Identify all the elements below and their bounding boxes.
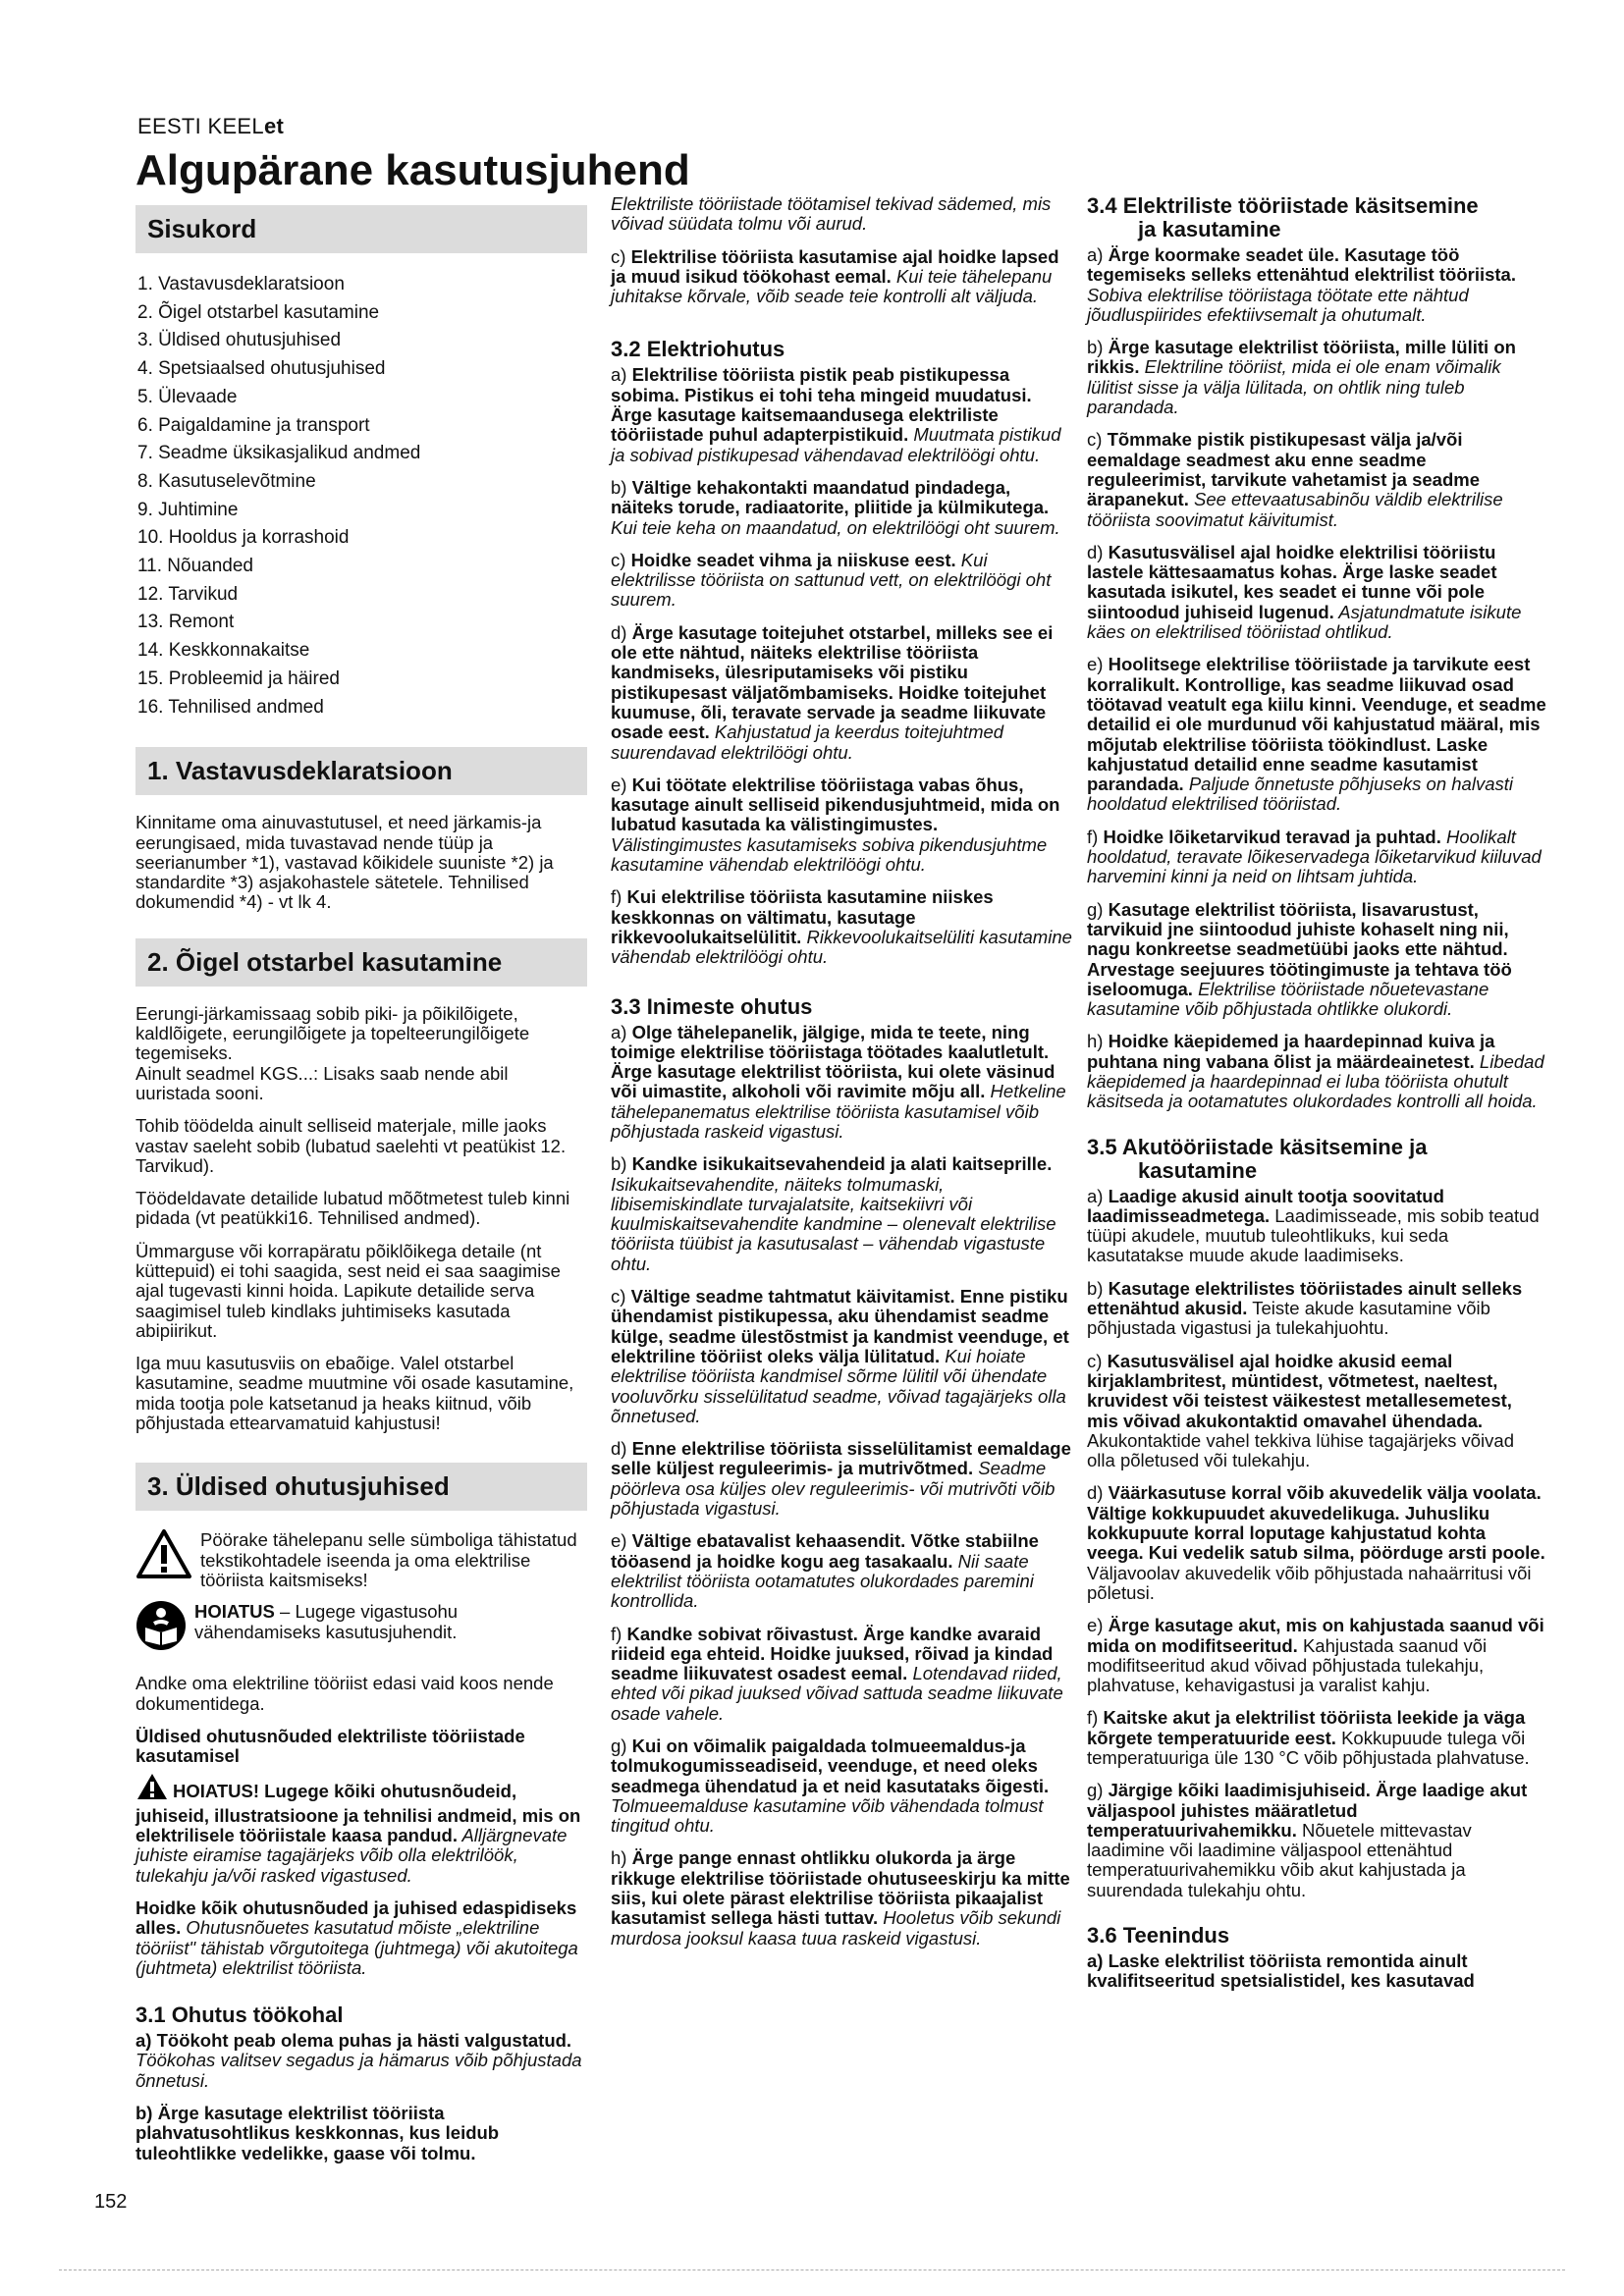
s32-item	[611, 478, 1072, 538]
s31-b-bold: b) Ärge kasutage elektrilist tööriista plahvatusohtlikus keskkonnas, kus leidub tuleohtlikke vedelikke, gaase või tolmu.	[135, 2103, 500, 2163]
section-2-text-2: Tohib töödelda ainult selliseid materjale, mille jaoks vastav saeleht sobib (lubatud saelehti vt peatükist 12. Tarvikud).	[135, 1115, 567, 1176]
item-bold: Kasutage elektrilist tööriista, lisavarustust, tarvikuid jne siintoodud juhiste kohaselt ning nii, nagu konkreetse seadmetüübi jaoks ette nähtud. Arvestage seejuures töötingimuste ja tehtava töö iseloomuga.	[1087, 898, 1512, 999]
item-bold: Hoidke seadet vihma ja niiskuse eest.	[630, 549, 956, 570]
item-prefix: h)	[611, 1847, 632, 1869]
s34-item	[1087, 338, 1546, 417]
item-bold: Kui on võimalik paigaldada tolmueemaldus-ja tolmukogumisseadiseid, veenduge, et need oleks seadmega ühendatud ja et neid kasutataks õigesti.	[611, 1735, 1050, 1796]
item-prefix: d)	[1087, 541, 1109, 562]
s31-c-prefix: c)	[611, 245, 631, 267]
section-1-heading: 1. Vastavusdeklaratsioon	[135, 747, 587, 795]
item-normal: Väljavoolav akuvedelik võib põhjustada nahaärritusi või põletusi.	[1087, 1562, 1532, 1603]
item-bold: Ärge kasutage akut, mis on kahjustada saanud või mida on modifitseeritud.	[1087, 1615, 1544, 1656]
item-prefix: b)	[1087, 337, 1109, 358]
s36-item-a	[1087, 1951, 1546, 1992]
item-bold: Ärge pange ennast ohtlikku olukorda ja ärge rikkuge elektrilise tööriistade ohutuseeskirju ka mitte siis, kui olete pärast elektrilise tööriista pikaajalist kasutamist sellega hästi tuttav.	[611, 1847, 1070, 1929]
s31-a-bold: a) Töökoht peab olema puhas ja hästi valgustatud.	[135, 2030, 572, 2052]
item-prefix: f)	[1087, 1707, 1104, 1729]
general-safety-heading-text: Üldised ohutusnõuded elektriliste tööriistade kasutamisel	[135, 1725, 525, 1767]
s34-item	[1087, 245, 1546, 325]
item-bold: Hoidke käepidemed ja haardepinnad kuiva ja puhtana ning vabana õlist ja määrdeainetest.	[1087, 1031, 1495, 1072]
item-italic: Rikkevoolukaitselüliti kasutamine vähendab elektrilöögi ohtu.	[611, 926, 1072, 968]
s35-item	[1087, 1781, 1546, 1900]
toc-heading: Sisukord	[135, 205, 587, 253]
s31-item-c	[611, 247, 1072, 307]
s31-item-b-cont	[611, 194, 1072, 235]
keep-instructions-italic: Ohutusnõuetes kasutatud mõiste „elektriline tööriist" tähistab võrgutoitega (juhtmega) või akutoitega (juhtmeta) elektrilist tööriista.	[135, 1917, 578, 1978]
toc-item: 15. Probleemid ja häired	[137, 667, 340, 689]
item-italic: Kui hoiate elektrilise tööriista kandmisel sõrme lülitil või ühendate vooluvõrku sisselülitatud seadme, võivad tagajärjeks olla õnnetused.	[611, 1345, 1066, 1426]
item-bold: Ärge koormake seadet üle. Kasutage töö tegemiseks selleks ettenähtud elektrilist tööriista.	[1087, 244, 1516, 286]
item-italic: Elektrilise tööriistade nõuetevastane kasutamine võib põhjustada ohtlikke olukordi.	[1087, 978, 1489, 1020]
item-bold: Hoidke lõiketarvikud teravad ja puhtad.	[1103, 826, 1441, 847]
s32-item	[611, 551, 1072, 611]
item-prefix: a)	[1087, 1185, 1109, 1206]
item-bold: Väärkasutuse korral võib akuvedelik välja voolata. Vältige kokkupuudet akuvedelikuga. Juhusliku kokkupuute korral loputage kahjustatud kohta veega. Kui vedelik satub silma, pöörduge arsti poole.	[1087, 1482, 1545, 1564]
item-italic: Lotendavad riided, ehted või pikad juuksed võivad sattuda seadme liikuvate osade vahele.	[611, 1663, 1063, 1724]
s33-item	[611, 1736, 1072, 1836]
section-3-6-heading: 3.6 Teenindus	[1087, 1923, 1230, 1949]
item-prefix: b)	[611, 476, 632, 498]
item-italic: Asjatundmatute isikute käes on elektrilised tööriistad ohtlikud.	[1087, 601, 1522, 643]
toc-item: 12. Tarvikud	[137, 583, 239, 605]
toc-item: 4. Spetsiaalsed ohutusjuhised	[137, 358, 386, 380]
hoiatus-text: – Lugege vigastusohu vähendamiseks kasutusjuhendit.	[194, 1601, 459, 1642]
item-italic: Hetkeline tähelepanematus elektrilise tööriista kasutamisel võib põhjustada raskeid vigastusi.	[611, 1081, 1066, 1142]
item-bold: Kasutusvälisel ajal hoidke elektrilisi tööriistu lastele kättesaamatus kohas. Ärge laske seadet kasutada isikutel, kes seadet ei tunne või pole siintoodud juhiseid lugenud.	[1087, 541, 1497, 622]
item-italic: Tolmueemalduse kasutamine võib vähendada tolmust tingitud ohtu.	[611, 1794, 1044, 1837]
item-italic: Nii saate elektrilist tööriista ootamatutes olukordades paremini kontrollida.	[611, 1550, 1034, 1612]
toc-item: 13. Remont	[137, 612, 235, 633]
s32-item	[611, 365, 1072, 464]
item-prefix: g)	[1087, 1780, 1109, 1801]
toc-item: 2. Õigel otstarbel kasutamine	[137, 301, 380, 323]
s31-c-bold: Elektrilise tööriista kasutamise ajal hoidke lapsed ja muud isikud töökohast eemal.	[611, 245, 1059, 287]
item-italic: Paljude õnnetuste põhjuseks on halvasti hooldatud elektrilised tööriistad.	[1087, 774, 1513, 815]
pass-on-text: Andke oma elektriline tööriist edasi vaid koos nende dokumentidega.	[135, 1673, 554, 1714]
column-1	[135, 201, 587, 2176]
s34-item	[1087, 655, 1546, 814]
section-3-heading: 3. Üldised ohutusjuhised	[135, 1463, 587, 1511]
item-prefix: c)	[1087, 1350, 1108, 1371]
language-header	[137, 114, 284, 139]
read-manual-note	[135, 1600, 587, 1656]
footer-divider	[59, 2269, 1565, 2270]
item-normal: Kokkupuude tulega või temperatuuriga üle 130 °C võib põhjustada plahvatuse.	[1087, 1727, 1530, 1768]
general-safety-italic: Alljärgnevate juhiste eiramise tagajärjeks võib olla elektrilöök, tulekahju ja/või rasked vigastused.	[135, 1825, 568, 1886]
item-normal: Kahjustada saanud või modifitseeritud akud võivad põhjustada tulekahju, plahvatuse, kehavigastusi ja varalist kahju.	[1087, 1634, 1488, 1696]
s32-item	[611, 887, 1072, 967]
toc-item: 10. Hooldus ja korrashoid	[137, 527, 350, 549]
item-prefix: c)	[1087, 429, 1108, 451]
s32-item	[611, 623, 1072, 763]
item-bold: Kasutusvälisel ajal hoidke akusid eemal kirjaklambritest, müntidest, võtmetest, naeltest, kruvidest või teistest väikestest metallesemetest, mis võivad akukontaktid omavahel ühendada.	[1087, 1350, 1512, 1431]
keep-instructions	[135, 1898, 587, 1978]
item-bold: Kasutage elektrilistes tööriistades ainult selleks ettenähtud akusid.	[1087, 1277, 1523, 1319]
toc-item: 1. Vastavusdeklaratsioon	[137, 274, 345, 294]
s35-item	[1087, 1187, 1546, 1266]
s33-item	[611, 1287, 1072, 1426]
s34-item	[1087, 1032, 1546, 1111]
item-italic: Kahjustatud ja keerdus toitejuhtmed suurendavad elektrilöögi ohtu.	[611, 721, 1004, 763]
section-2-heading: 2. Õigel otstarbel kasutamine	[135, 938, 587, 987]
s36-a-bold: a) Laske elektrilist tööriista remontida ainult kvalifitseeritud spetsialistidel, kes kasutavad	[1087, 1950, 1475, 1992]
warning-symbol-text: Pöörake tähelepanu selle sümboliga tähistatud tekstikohtadele iseenda ja oma elektrilise tööriista kaitsmiseks!	[200, 1529, 577, 1590]
item-italic: Libedad käepidemed ja haardepinnad ei luba tööriista ohutult käsitseda ja ootamatutes olukordades kontrolli all hoida.	[1087, 1050, 1544, 1112]
item-italic: Isikukaitsevahendite, näiteks tolmumaski, libisemiskindlate turvajalatsite, kaitsekiivri või kuulmiskaitsevahendite kandmine – olenevalt elektrilise tööriista tüübist ja kasutusalast – vähendab vigastuste ohtu.	[611, 1173, 1056, 1274]
item-prefix: a)	[611, 364, 632, 386]
general-safety-warning	[135, 1772, 587, 1885]
column-3	[1087, 194, 1546, 2004]
toc-item: 7. Seadme üksikasjalikud andmed	[137, 443, 421, 464]
item-prefix: a)	[1087, 244, 1109, 265]
toc-item: 9. Juhtimine	[137, 499, 239, 520]
s35-item	[1087, 1279, 1546, 1339]
section-3-3-heading: 3.3 Inimeste ohutus	[611, 993, 813, 1019]
s35-item	[1087, 1616, 1546, 1695]
s33-list	[611, 1023, 1072, 1949]
s34-item	[1087, 430, 1546, 529]
item-prefix: e)	[1087, 1615, 1109, 1636]
s34-heading-l1: 3.4 Elektriliste tööriistade käsitsemine	[1087, 193, 1479, 218]
item-prefix: c)	[611, 549, 631, 570]
s33-item	[611, 1439, 1072, 1519]
s31-item-b	[135, 2104, 587, 2163]
document-title: Algupärane kasutusjuhend	[135, 146, 690, 194]
item-prefix: c)	[611, 1286, 631, 1308]
language-label: EESTI KEEL	[137, 114, 264, 138]
item-italic: Kui teie keha on maandatud, on elektrilöögi oht suurem.	[611, 516, 1060, 538]
read-manual-text	[194, 1600, 587, 1642]
warning-triangle-icon	[135, 1528, 192, 1584]
item-normal: Laadimisseade, mis sobib teatud tüüpi akudele, muutub tuleohtlikuks, kui seda kasutatakse muude akude laadimiseks.	[1087, 1204, 1540, 1266]
item-prefix: d)	[611, 621, 632, 643]
general-safety-heading	[135, 1727, 587, 1767]
s33-item	[611, 1531, 1072, 1611]
toc-item: 8. Kasutuselevõtmine	[137, 470, 316, 492]
s35-item	[1087, 1708, 1546, 1768]
item-prefix: a)	[611, 1021, 632, 1042]
section-3-4-heading	[1087, 194, 1546, 241]
section-2-text-5: Iga muu kasutusviis on ebaõige. Valel otstarbel kasutamine, seadme muutmine või osade kasutamine, mida tootja pole katsetanud ja heaks kiitnud, võib põhjustada ettearvamatuid kahjustusi!	[135, 1353, 574, 1434]
s31-item-a	[135, 2031, 587, 2091]
item-prefix: e)	[1087, 654, 1109, 675]
item-italic: See ettevaatusabinõu väldib elektrilise tööriista soovimatut käivitumist.	[1087, 489, 1503, 530]
item-prefix: h)	[1087, 1031, 1109, 1052]
general-safety-bold: HOIATUS! Lugege kõiki ohutusnõudeid, juhiseid, illustratsioone ja tehnilisi andmeid, mis on elektrilisele tööriistale kaasa pandud.	[135, 1781, 581, 1846]
item-italic: Välistingimustes kasutamiseks sobiva pikendusjuhtme kasutamine vähendab elektrilöögi ohtu.	[611, 833, 1048, 876]
item-bold: Tõmmake pistik pistikupesast välja ja/või eemaldage seadmest aku enne seadme reguleerimist, tarvikute vahetamist ja seadme ärapanekut.	[1087, 429, 1480, 510]
toc-item: 16. Tehnilised andmed	[137, 696, 324, 718]
s35-list	[1087, 1187, 1546, 1901]
s34-item	[1087, 900, 1546, 1020]
s35-heading-l1: 3.5 Akutööriistade käsitsemine ja	[1087, 1134, 1428, 1159]
s35-item	[1087, 1352, 1546, 1471]
item-bold: Järgige kõiki laadimisjuhiseid. Ärge laadige akut väljaspool juhistes määratletud temperatuurivahemikku.	[1087, 1780, 1528, 1841]
hoiatus-label: HOIATUS	[194, 1601, 275, 1623]
item-bold: Elektrilise tööriista pistik peab pistikupessa sobima. Pistikus ei tohi teha mingeid muudatusi. Ärge kasutage kaitsemaandusega elektriliste tööriistade puhul adapterpistikuid.	[611, 364, 1032, 446]
item-italic: Sobiva elektrilise tööriistaga töötate ette nähtud jõudluspiirides efektiivsemalt ja ohutumalt.	[1087, 284, 1469, 325]
item-bold: Enne elektrilise tööriista sisselülitamist eemaldage selle küljest reguleerimis- ja mutrivõtmed.	[611, 1438, 1071, 1479]
item-italic: Hooletus võib sekundi murdosa jooksul kaasa tuua raskeid vigastusi.	[611, 1907, 1061, 1949]
section-2-text-1b: Ainult seadmel KGS...: Lisaks saab nende abil uuristada sooni.	[135, 1062, 509, 1103]
item-bold: Olge tähelepanelik, jälgige, mida te teete, ning toimige elektrilise tööriistaga töötades kaalutletult. Ärge kasutage elektrilist tööriista, kui olete väsinud või uimastite, alkoholi või ravimite mõju all.	[611, 1021, 1056, 1102]
s32-list	[611, 365, 1072, 967]
item-bold: Vältige kehakontakti maandatud pindadega, näiteks torude, radiaatorite, pliitide ja külmikutega.	[611, 476, 1050, 518]
item-bold: Ärge kasutage toitejuhet otstarbel, milleks see ei ole ette nähtud, näiteks elektrilise tööriista kandmiseks, ülesriputamiseks või pistiku pistikupesast väljatõmbamiseks. Hoidke toitejuhet kuumuse, õli, teravate servade ja seadme liikuvate osade eest.	[611, 621, 1054, 743]
item-italic: Muutmata pistikud ja sobivad pistikupesad vähendavad elektrilöögi ohtu.	[611, 424, 1061, 465]
section-2-text-4: Ümmarguse või korrapäratu põiklõikega detaile (nt küttepuid) ei tohi saagida, sest neid ei saa saagimise ajal tugevasti kinni hoida. Lapikute detailide serva saagimisel tuleb kindlaks juhtimiseks kasutada abipiirikut.	[135, 1240, 561, 1341]
s35-item	[1087, 1483, 1546, 1603]
s32-item	[611, 775, 1072, 875]
table-of-contents	[135, 271, 587, 721]
toc-item: 6. Paigaldamine ja transport	[137, 414, 370, 436]
item-prefix: f)	[611, 1623, 627, 1644]
toc-item: 5. Ülevaade	[137, 386, 238, 407]
section-3-2-heading: 3.2 Elektriohutus	[611, 337, 785, 362]
item-normal: Nõuetele mittevastav laadimine või laadimine väljaspool ettenähtud temperatuurivahemikku võib akut kahjustada ja suurendada tulekahju ohtu.	[1087, 1819, 1472, 1900]
s33-item	[611, 1154, 1072, 1274]
warning-triangle-small-icon	[135, 1772, 169, 1805]
item-normal: Akukontaktide vahel tekkiva lühise tagajärjeks võivad olla põletused või tulekahju.	[1087, 1429, 1514, 1471]
s34-list	[1087, 245, 1546, 1112]
item-bold: Hoolitsege elektrilise tööriistade ja tarvikute eest korralikult. Kontrollige, kas seadme liikuvad osad töötavad veatult ega kiilu kinni. Veenduge, et seadme detailid ei ole murdunud või kahjustatud määral, mis mõjutab elektrilise tööriista töökindlust. Laske kahjustatud detailid enne seadme kasutamist parandada.	[1087, 654, 1546, 795]
item-italic: Elektriline tööriist, mida ei ole enam võimalik lülitist sisse ja välja lülitada, on ohtlik ning tuleb parandada.	[1087, 356, 1501, 418]
warning-symbol-note	[135, 1528, 587, 1590]
s2-p1: Eerungi-järkamissaag sobib piki- ja põikilõigete, kaldlõigete, eerungilõigete ja topelteerungilõigete tegemiseks.	[135, 1002, 530, 1064]
section-3-1-heading: 3.1 Ohutus töökohal	[135, 2002, 344, 2028]
item-italic: Kui elektrilisse tööriista on sattunud vett, on elektrilöögi oht suurem.	[611, 549, 1052, 611]
item-prefix: b)	[611, 1153, 632, 1175]
item-prefix: e)	[611, 1530, 632, 1552]
language-code: et	[263, 114, 285, 138]
item-italic: Seadme pöörleva osa küljes olev reguleerimis- või mutrivõti võib põhjustada vigastusi.	[611, 1458, 1056, 1520]
item-prefix: b)	[1087, 1277, 1109, 1299]
s33-item	[611, 1625, 1072, 1724]
keep-instructions-bold: Hoidke kõik ohutusnõuded ja juhised edaspidiseks alles.	[135, 1896, 577, 1939]
page-number: 152	[94, 2191, 128, 2213]
s34-item	[1087, 543, 1546, 642]
item-bold: Vältige ebatavalist kehaasendit. Võtke stabiilne tööasend ja hoidke kogu aeg tasakaalu.	[611, 1530, 1039, 1572]
item-bold: Kandke sobivat rõivastust. Ärge kandke avaraid riideid ega ehteid. Hoidke juuksed, rõivad ja kindad seadme liikuvatest osadest eemal.	[611, 1623, 1054, 1684]
item-prefix: d)	[611, 1438, 632, 1460]
s34-item	[1087, 828, 1546, 887]
s31-c-italic: Kui teie tähelepanu juhitakse kõrvale, võib seade teie kontrolli alt väljuda.	[611, 265, 1053, 307]
section-2-text-1	[135, 1004, 587, 1064]
s34-heading-l2: ja kasutamine	[1138, 217, 1281, 241]
s31-b-italic: Elektriliste tööriistade töötamisel tekivad sädemed, mis võivad süüdata tolmu või aurud.	[611, 193, 1052, 235]
column-2	[611, 194, 1072, 1961]
item-prefix: f)	[611, 886, 627, 908]
toc-item: 11. Nõuanded	[137, 556, 253, 577]
item-bold: Ärge kasutage elektrilist tööriista, mille lüliti on rikkis.	[1087, 337, 1516, 378]
section-2-text-3: Töödeldavate detailide lubatud mõõtmetest tuleb kinni pidada (vt peatükki16. Tehnilised andmed).	[135, 1188, 570, 1229]
toc-item: 14. Keskkonnakaitse	[137, 640, 310, 662]
s35-heading-l2: kasutamine	[1138, 1157, 1258, 1183]
item-prefix: e)	[611, 774, 632, 795]
toc-item: 3. Üldised ohutusjuhised	[137, 330, 342, 351]
item-bold: Kaitske akut ja elektrilist tööriista leekide ja väga kõrgete temperatuuride eest.	[1087, 1707, 1526, 1748]
s33-item	[611, 1023, 1072, 1143]
item-italic: Hoolikalt hooldatud, teravate lõikeservadega lõiketarvikud kiiluvad harvemini kinni ja neid on lihtsam juhtida.	[1087, 826, 1542, 887]
s33-item	[611, 1848, 1072, 1948]
item-prefix: g)	[1087, 898, 1109, 920]
item-bold: Kandke isikukaitsevahendeid ja alati kaitseprille.	[631, 1153, 1053, 1175]
section-1-text: Kinnitame oma ainuvastutusel, et need järkamis-ja eerungisaed, mida tuvastavad nende tüüp ja seerianumber *1), vastavad kõikidele suuniste *2) ja standardite *3) asjakohastele sätetele. Tehnilised dokumendid *4) - vt lk 4.	[135, 812, 554, 913]
s31-a-italic: Töökohas valitsev segadus ja hämarus võib põhjustada õnnetusi.	[135, 2050, 582, 2091]
item-bold: Kui töötate elektrilise tööriistaga vabas õhus, kasutage ainult selliseid pikendusjuhtmeid, mida on lubatud kasutada ka välistingimustes.	[611, 774, 1060, 835]
item-normal: Teiste akude kasutamine võib põhjustada vigastusi ja tulekahjuohtu.	[1087, 1298, 1490, 1339]
item-prefix: g)	[611, 1735, 632, 1756]
item-bold: Laadige akusid ainult tootja soovitatud laadimisseadmetega.	[1087, 1185, 1444, 1226]
read-manual-icon	[135, 1600, 187, 1656]
item-prefix: f)	[1087, 826, 1104, 847]
item-bold: Kui elektrilise tööriista kasutamine niiskes keskkonnas on vältimatu, kasutage rikkevoolukaitselülitit.	[611, 886, 994, 947]
section-3-5-heading	[1087, 1136, 1546, 1183]
item-prefix: d)	[1087, 1482, 1109, 1504]
item-bold: Vältige seadme tahtmatut käivitamist. Enne pistiku ühendamist pistikupessa, aku ühendamist seadme külge, seadme ülestõstmist ja kandmist veenduge, et elektriline tööriist oleks välja lülitatud.	[611, 1286, 1069, 1366]
